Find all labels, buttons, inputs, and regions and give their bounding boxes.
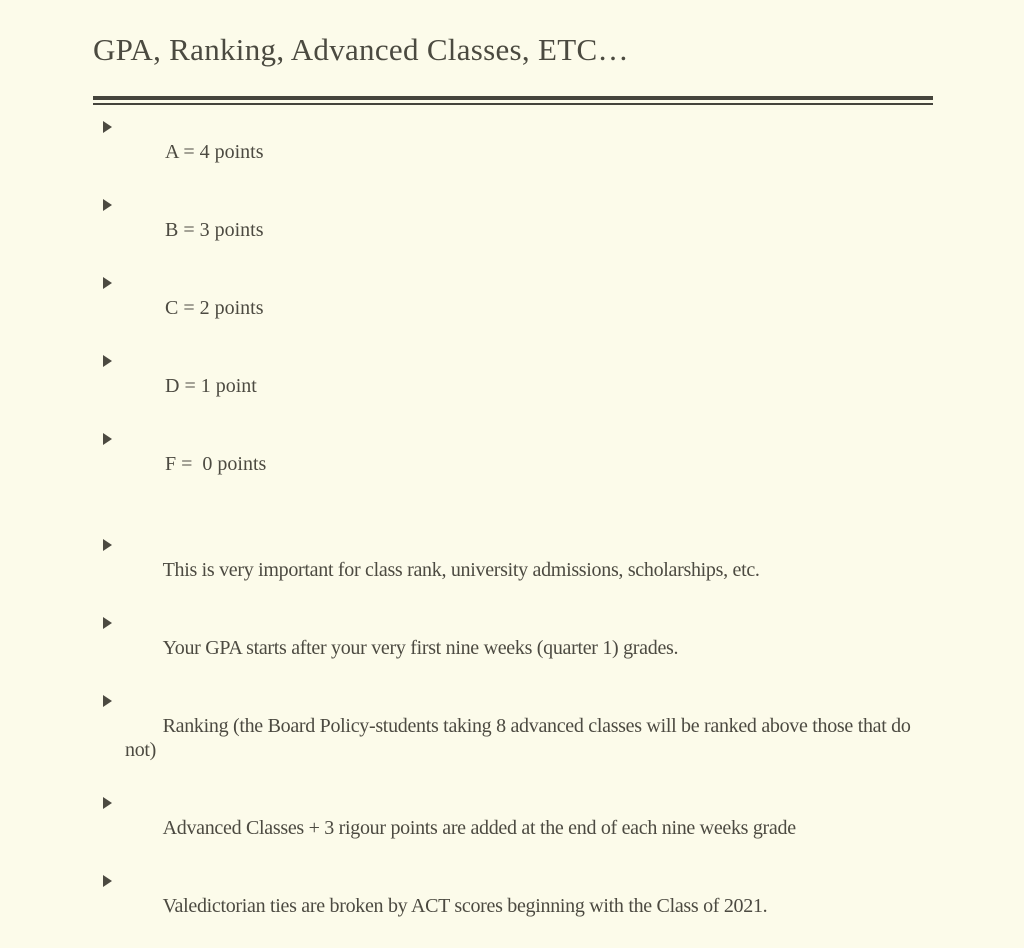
list-item (93, 690, 933, 786)
list-item-text: C = 2 points (165, 297, 264, 319)
bullet-triangle-icon (103, 199, 112, 211)
list-item (93, 350, 933, 422)
list-item (93, 194, 933, 266)
list-item-text: A = 4 points (165, 141, 264, 163)
list-item-text: Valedictorian ties are broken by ACT scores beginning with the Class of 2021. (162, 895, 768, 917)
bullet-triangle-icon (103, 617, 112, 629)
grade-points-list (93, 116, 933, 500)
bullet-triangle-icon (103, 797, 112, 809)
list-item (93, 534, 933, 606)
bullet-triangle-icon (103, 277, 112, 289)
title-divider (93, 96, 933, 105)
list-item-text: D = 1 point (165, 375, 257, 397)
list-item-text: Ranking (the Board Policy-students taking 8 advanced classes will be ranked above those that do not) (125, 715, 916, 761)
list-item-text: F = 0 points (165, 453, 267, 475)
slide-title: GPA, Ranking, Advanced Classes, ETC… (93, 32, 629, 67)
bullet-triangle-icon (103, 433, 112, 445)
list-item (93, 870, 933, 942)
bullet-triangle-icon (103, 875, 112, 887)
list-spacer (93, 506, 933, 534)
list-item (93, 792, 933, 864)
list-item (93, 428, 933, 500)
divider-thin-rule (93, 103, 933, 105)
list-item (93, 612, 933, 684)
divider-thick-rule (93, 96, 933, 100)
list-item-text: This is very important for class rank, university admissions, scholarships, etc. (162, 559, 760, 581)
list-item-text: B = 3 points (165, 219, 264, 241)
bullet-triangle-icon (103, 539, 112, 551)
list-item-text: Advanced Classes + 3 rigour points are added at the end of each nine weeks grade (162, 817, 796, 839)
bullet-triangle-icon (103, 121, 112, 133)
list-item-text: Your GPA starts after your very first nine weeks (quarter 1) grades. (162, 637, 679, 659)
list-item (93, 116, 933, 188)
slide-body (93, 116, 933, 948)
notes-list (93, 534, 933, 942)
list-item (93, 272, 933, 344)
bullet-triangle-icon (103, 355, 112, 367)
bullet-triangle-icon (103, 695, 112, 707)
